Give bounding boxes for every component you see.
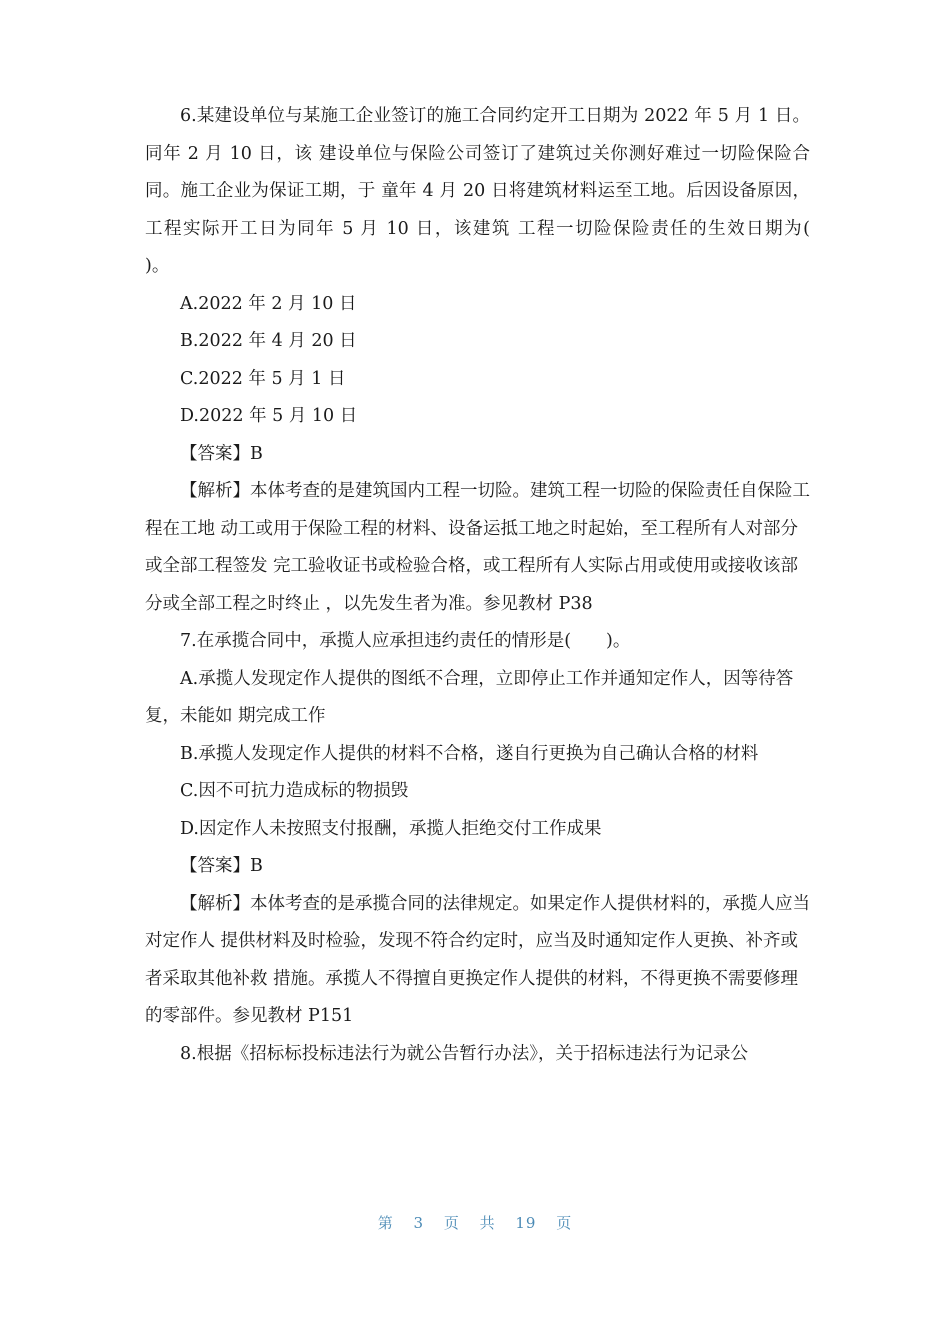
question-7-stem: 7.在承揽合同中，承揽人应承担违约责任的情形是( )。	[180, 631, 631, 651]
question-6-stem: 6.某建设单位与某施工企业签订的施工合同约定开工日期为 2022 年 5 月 1 日。同年 2 月 10 日，该 建设单位与保险公司签订了建筑过关你测好难过一切险保险合同。施工企业为保证工期，于 童年 4 月 20 日将建筑材料运至工地。后因设备原因，工程实际开工日为同年 5 月 10 日，该建筑 工程一切险保险责任的生效日期为( )。	[145, 106, 845, 276]
question-6-option-c: C.2022 年 5 月 1 日	[180, 368, 346, 389]
question-6-answer: 【答案】B	[180, 443, 263, 464]
document-body	[145, 98, 845, 1073]
question-7-analysis: 【解析】本体考查的是承揽合同的法律规定。如果定作人提供材料的，承揽人应当对定作人 提供材料及时检验，发现不符合约定时，应当及时通知定作人更换、补齐或者采取其他补救 措施。承揽人不得擅自更换定作人提供的材料，不得更换不需要修理的零部件。参见教材 P151	[145, 893, 810, 1026]
question-7-option-a: A.承揽人发现定作人提供的图纸不合理，立即停止工作并通知定作人，因等待答复，未能如 期完成工作	[145, 668, 794, 726]
question-6-option-d: D.2022 年 5 月 10 日	[180, 406, 358, 426]
question-7-option-c: C.因不可抗力造成标的物损毁	[180, 781, 409, 801]
question-6-option-a: A.2022 年 2 月 10 日	[180, 293, 357, 314]
question-7-answer: 【答案】B	[180, 856, 263, 876]
page-number-footer: 第 3 页 共 19 页	[377, 1214, 573, 1232]
question-7-option-d: D.因定作人未按照支付报酬，承揽人拒绝交付工作成果	[180, 818, 602, 839]
question-7-option-b: B.承揽人发现定作人提供的材料不合格，遂自行更换为自己确认合格的材料	[180, 743, 759, 764]
question-6-option-b: B.2022 年 4 月 20 日	[180, 331, 357, 351]
question-6-analysis: 【解析】本体考查的是建筑国内工程一切险。建筑工程一切险的保险责任自保险工程在工地 动工或用于保险工程的材料、设备运抵工地之时起始，至工程所有人对部分或全部工程签发 完工验收证书或检验合格，或工程所有人实际占用或使用或接收该部分或全部工程之时终止 ，以先发生者为准。参见教材 P38	[145, 481, 810, 614]
question-8-stem: 8.根据《招标标投标违法行为就公告暂行办法》，关于招标违法行为记录公	[180, 1043, 748, 1064]
